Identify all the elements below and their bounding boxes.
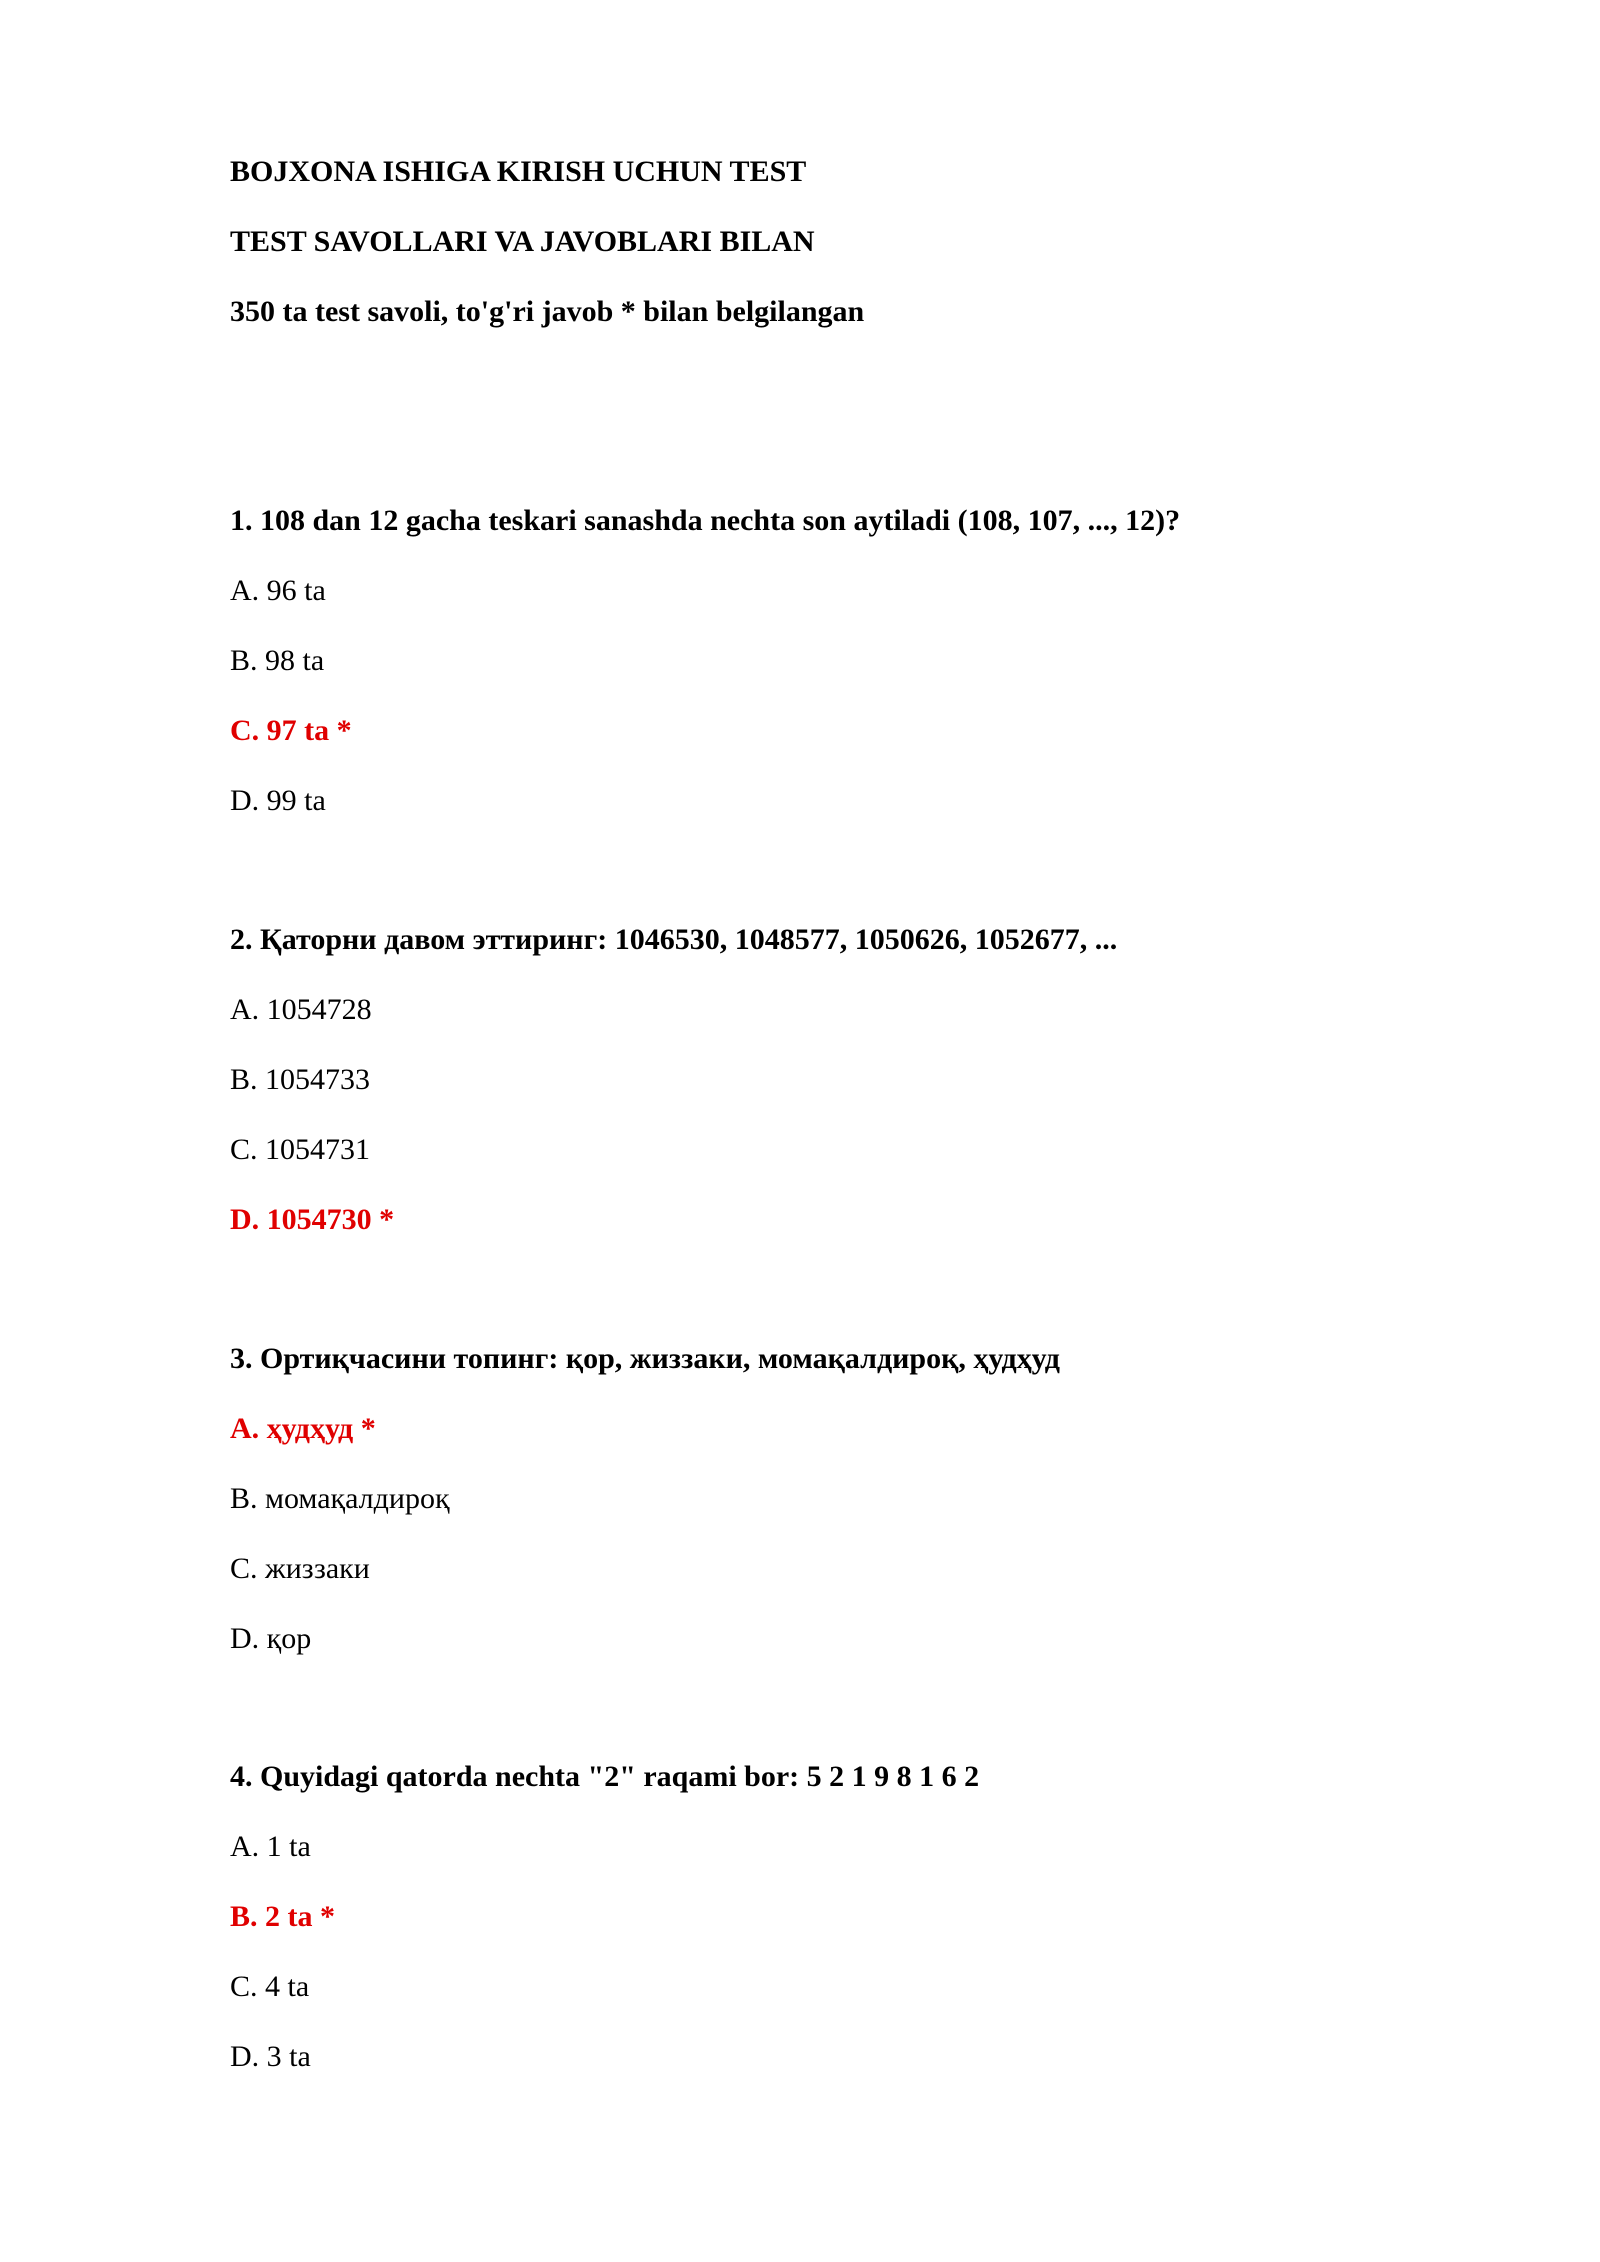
answer-option: D. 99 ta: [230, 784, 326, 817]
answer-option: B. 1054733: [230, 1063, 371, 1096]
document-title: BOJXONA ISHIGA KIRISH UCHUN TEST: [230, 155, 807, 188]
answer-option: B. 98 ta: [230, 644, 325, 677]
question-text: 4. Quyidagi qatorda nechta "2" raqami bor: 5 2 1 9 8 1 6 2: [230, 1760, 980, 1793]
answer-option: D. 3 ta: [230, 2040, 311, 2073]
document-subtitle: TEST SAVOLLARI VA JAVOBLARI BILAN: [230, 225, 815, 258]
answer-option: C. 1054731: [230, 1133, 371, 1166]
document-note: 350 ta test savoli, to'g'ri javob * bilan belgilangan: [230, 295, 865, 328]
answer-option: A. 1 ta: [230, 1830, 311, 1863]
question-text: 2. Қаторни давом эттиринг: 1046530, 1048577, 1050626, 1052677, ...: [230, 923, 1118, 956]
answer-option: A. 96 ta: [230, 574, 326, 607]
question-text: 3. Ортиқчасини топинг: қор, жиззаки, момақалдироқ, ҳудҳуд: [230, 1342, 1060, 1375]
correct-answer-option: B. 2 ta *: [230, 1900, 335, 1933]
correct-answer-option: A. ҳудҳуд *: [230, 1412, 376, 1445]
answer-option: C. жиззаки: [230, 1552, 370, 1585]
answer-option: A. 1054728: [230, 993, 372, 1026]
correct-answer-option: D. 1054730 *: [230, 1203, 395, 1236]
correct-answer-option: C. 97 ta *: [230, 714, 352, 747]
answer-option: B. момақалдироқ: [230, 1482, 450, 1515]
question-text: 1. 108 dan 12 gacha teskari sanashda nechta son aytiladi (108, 107, ..., 12)?: [230, 504, 1181, 537]
answer-option: C. 4 ta: [230, 1970, 310, 2003]
answer-option: D. қор: [230, 1622, 312, 1655]
